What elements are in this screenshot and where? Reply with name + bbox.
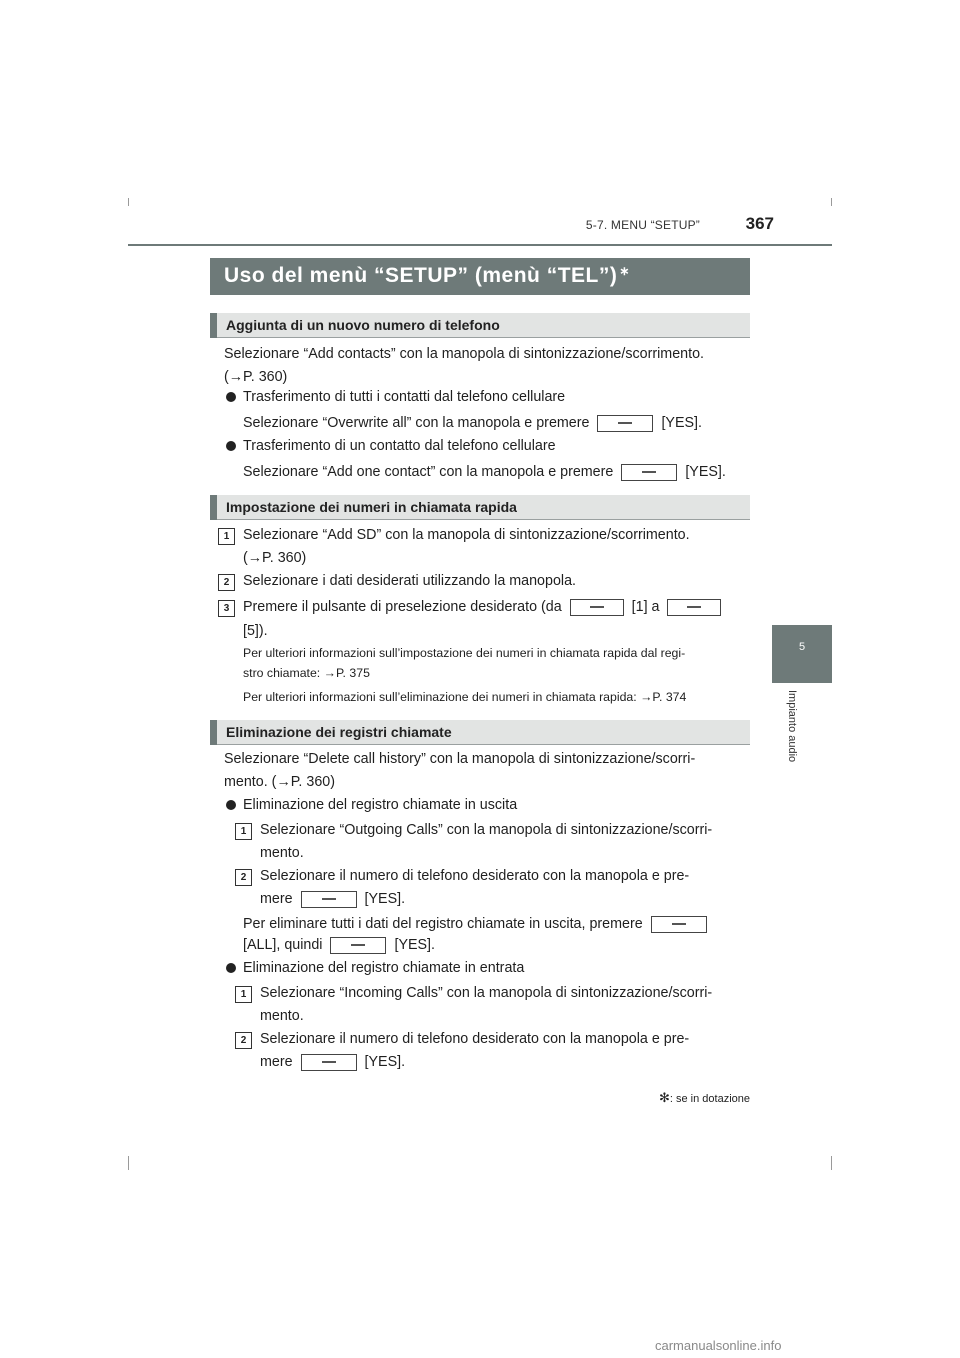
step-number-1: 1 — [235, 823, 252, 840]
chapter-label-wrap — [782, 690, 802, 790]
crop-mark-top-left — [128, 198, 129, 206]
bullet-icon — [226, 800, 236, 810]
add-bullet-2-text-a: Selezionare “Add one contact” con la manopola e premere — [243, 464, 614, 480]
delete-all-text-c: [YES]. — [394, 937, 435, 953]
incoming-step-2-text-a: mere — [260, 1054, 293, 1070]
incoming-step-2-text-b: [YES]. — [364, 1054, 406, 1070]
crop-mark-bottom-left — [128, 1156, 129, 1170]
delete-bullet-2-title: Eliminazione del registro chiamate in entrata — [243, 960, 525, 976]
yes-button-icon — [597, 415, 653, 432]
speed-step-3-line-2: [5]). — [243, 623, 268, 639]
outgoing-step-2-text-a: mere — [260, 891, 293, 907]
delete-intro-line-1: Selezionare “Delete call history” con la manopola di sintonizzazione/scorri- — [224, 751, 696, 767]
add-bullet-1-text-a: Selezionare “Overwrite all” con la manopola e premere — [243, 415, 590, 431]
header-rule — [128, 244, 832, 246]
outgoing-step-1-line-2: mento. — [260, 845, 304, 861]
section-title: Impostazione dei numeri in chiamata rapida — [226, 499, 517, 515]
outgoing-step-2-text-b: [YES]. — [364, 891, 406, 907]
incoming-step-2-line-2 — [260, 1051, 405, 1074]
add-bullet-2-title: Trasferimento di un contatto dal telefono cellulare — [243, 438, 556, 454]
add-bullet-2-text — [243, 461, 726, 484]
bullet-icon — [226, 963, 236, 973]
all-button-icon — [651, 916, 707, 933]
watermark: carmanualsonline.info — [655, 1338, 782, 1353]
crop-mark-bottom-right — [831, 1156, 832, 1170]
chapter-number: 5 — [798, 641, 806, 653]
chapter-tab — [772, 625, 832, 683]
section-marker — [210, 313, 217, 338]
add-bullet-1-title: Trasferimento di tutti i contatti dal telefono cellulare — [243, 389, 566, 405]
yes-button-icon — [330, 937, 386, 954]
section-heading-add-number — [210, 313, 750, 338]
yes-button-icon — [301, 1054, 357, 1071]
add-intro-line-1: Selezionare “Add contacts” con la manopola di sintonizzazione/scorrimento. — [224, 346, 704, 362]
speed-note-1-line-1: Per ulteriori informazioni sull’impostazione dei numeri in chiamata rapida dal regi- — [243, 646, 686, 660]
outgoing-step-2-line-1: Selezionare il numero di telefono desiderato con la manopola e pre- — [260, 868, 690, 884]
incoming-step-1-line-2: mento. — [260, 1008, 304, 1024]
delete-intro-line-2: mento. (→P. 360) — [224, 774, 335, 790]
crop-mark-top-right — [831, 198, 832, 206]
chapter-label: Impianto audio — [786, 690, 798, 763]
speed-step-3-text-a: Premere il pulsante di preselezione desiderato (da — [243, 599, 562, 615]
section-marker — [210, 720, 217, 745]
yes-button-icon — [621, 464, 677, 481]
delete-all-text-b: [ALL], quindi — [243, 937, 323, 953]
page-title-text: Uso del menù “SETUP” (menù “TEL”) — [224, 264, 618, 287]
speed-note-2: Per ulteriori informazioni sull’eliminazione dei numeri in chiamata rapida: →P. 374 — [243, 690, 687, 704]
add-bullet-2-text-b: [YES]. — [685, 464, 726, 480]
outgoing-step-2-line-2 — [260, 888, 405, 911]
bullet-icon — [226, 392, 236, 402]
section-heading-speed-dial — [210, 495, 750, 520]
delete-all-line-2 — [243, 934, 435, 957]
outgoing-step-1-line-1: Selezionare “Outgoing Calls” con la manopola di sintonizzazione/scorri- — [260, 822, 713, 838]
delete-bullet-1-title: Eliminazione del registro chiamate in uscita — [243, 797, 518, 813]
bullet-icon — [226, 441, 236, 451]
speed-note-1-line-2: stro chiamate: →P. 375 — [243, 666, 370, 680]
footnote — [630, 1090, 750, 1106]
speed-step-2: Selezionare i dati desiderati utilizzando la manopola. — [243, 573, 577, 589]
preset-1-button-icon — [570, 599, 624, 616]
step-number-2: 2 — [218, 574, 235, 591]
speed-step-1-line-2: (→P. 360) — [243, 550, 307, 566]
footnote-mark: ✻ — [658, 1090, 670, 1105]
add-bullet-1-text-b: [YES]. — [661, 415, 702, 431]
incoming-step-2-line-1: Selezionare il numero di telefono desiderato con la manopola e pre- — [260, 1031, 690, 1047]
add-bullet-1-text — [243, 412, 702, 435]
add-intro-line-2: (→P. 360) — [224, 369, 288, 385]
footnote-text: : se in dotazione — [669, 1093, 750, 1105]
title-footnote-mark: ∗ — [619, 264, 630, 278]
preset-5-button-icon — [667, 599, 721, 616]
section-marker — [210, 495, 217, 520]
yes-button-icon — [301, 891, 357, 908]
step-number-1: 1 — [218, 528, 235, 545]
speed-step-3-line-1 — [243, 596, 725, 619]
section-title: Eliminazione dei registri chiamate — [226, 724, 452, 740]
speed-step-1-line-1: Selezionare “Add SD” con la manopola di sintonizzazione/scorrimento. — [243, 527, 690, 543]
page-title-bar — [210, 258, 750, 295]
incoming-step-1-line-1: Selezionare “Incoming Calls” con la manopola di sintonizzazione/scorri- — [260, 985, 713, 1001]
page-title — [224, 264, 630, 288]
section-title: Aggiunta di un nuovo numero di telefono — [226, 317, 500, 333]
step-number-2: 2 — [235, 1032, 252, 1049]
running-head: 5-7. MENU “SETUP” — [585, 218, 700, 232]
speed-step-3-text-b: [1] a — [631, 599, 660, 615]
step-number-2: 2 — [235, 869, 252, 886]
delete-all-text-a: Per eliminare tutti i dati del registro chiamate in uscita, premere — [243, 916, 643, 932]
page-number: 367 — [745, 214, 774, 233]
step-number-3: 3 — [218, 600, 235, 617]
delete-all-line-1 — [243, 913, 711, 936]
section-heading-delete-history — [210, 720, 750, 745]
step-number-1: 1 — [235, 986, 252, 1003]
